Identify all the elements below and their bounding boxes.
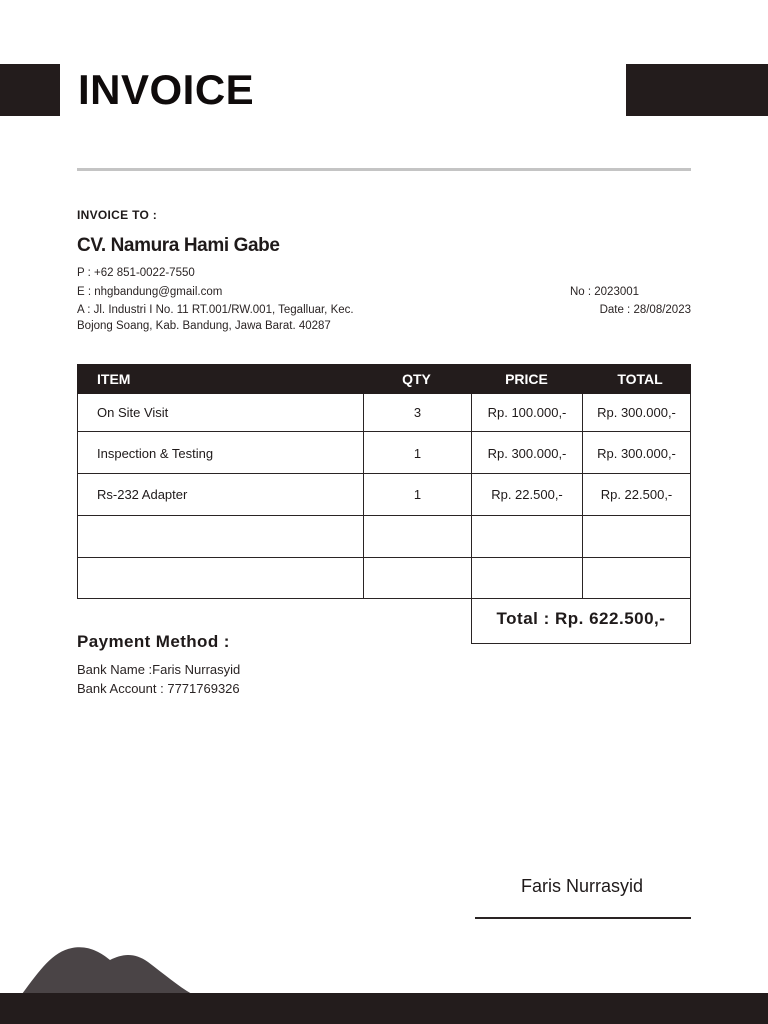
row-total: Rp. 300.000,- xyxy=(597,405,676,420)
row-price: Rp. 100.000,- xyxy=(487,405,567,420)
header-accent-bar-right xyxy=(626,64,768,116)
grand-total: Total : Rp. 622.500,- xyxy=(496,609,666,628)
header-divider xyxy=(77,168,691,171)
row-qty: 3 xyxy=(413,405,422,420)
bank-account: Bank Account : 7771769326 xyxy=(77,681,240,696)
items-table xyxy=(77,394,691,599)
client-address-line1: A : Jl. Industri I No. 11 RT.001/RW.001, Tegalluar, Kec. xyxy=(77,304,354,316)
column-header-qty: QTY xyxy=(402,371,431,387)
invoice-title: INVOICE xyxy=(78,66,255,113)
invoice-to-label: INVOICE TO : xyxy=(77,208,158,222)
column-header-total: TOTAL xyxy=(617,371,663,387)
grand-total-box xyxy=(471,599,691,644)
bank-name: Bank Name :Faris Nurrasyid xyxy=(77,662,241,677)
row-qty: 1 xyxy=(413,446,422,461)
signature-name: Faris Nurrasyid xyxy=(520,876,644,896)
client-phone: P : +62 851-0022-7550 xyxy=(77,267,195,279)
row-item: On Site Visit xyxy=(97,405,169,420)
header-accent-bar-left xyxy=(0,64,60,116)
row-total: Rp. 22.500,- xyxy=(600,487,673,502)
row-divider xyxy=(78,557,690,558)
column-header-price: PRICE xyxy=(505,371,548,387)
row-divider xyxy=(78,473,690,474)
payment-method-title: Payment Method : xyxy=(77,632,230,651)
client-address-line2: Bojong Soang, Kab. Bandung, Jawa Barat. 40287 xyxy=(77,320,331,332)
client-name: CV. Namura Hami Gabe xyxy=(77,235,280,256)
invoice-date: Date : 28/08/2023 xyxy=(599,304,691,316)
row-item: Rs-232 Adapter xyxy=(97,487,188,502)
row-total: Rp. 300.000,- xyxy=(597,446,676,461)
invoice-number: No : 2023001 xyxy=(569,286,640,298)
row-divider xyxy=(78,515,690,516)
row-price: Rp. 22.500,- xyxy=(491,487,563,502)
row-price: Rp. 300.000,- xyxy=(487,446,567,461)
signature-line xyxy=(475,917,691,919)
row-item: Inspection & Testing xyxy=(97,446,214,461)
client-email: E : nhgbandung@gmail.com xyxy=(77,286,223,298)
mountain-decoration xyxy=(0,930,230,1000)
column-header-item: ITEM xyxy=(97,371,131,387)
mountain-shape xyxy=(22,947,192,994)
row-qty: 1 xyxy=(413,487,422,502)
footer-bar xyxy=(0,993,768,1024)
row-divider xyxy=(78,431,690,432)
table-header xyxy=(77,364,691,394)
